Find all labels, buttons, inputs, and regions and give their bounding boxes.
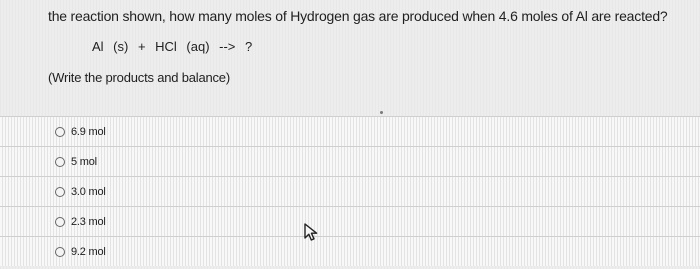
answer-option-label: 5 mol xyxy=(71,155,97,168)
speck-mark xyxy=(380,111,383,114)
answer-option-1[interactable] xyxy=(0,116,700,146)
radio-button-icon[interactable] xyxy=(55,127,65,137)
answer-option-label: 2.3 mol xyxy=(71,215,106,228)
answer-option-3[interactable] xyxy=(0,176,700,206)
question-text: the reaction shown, how many moles of Hydrogen gas are produced when 4.6 moles of Al are reacted? xyxy=(48,8,668,24)
answer-option-label: 3.0 mol xyxy=(71,185,106,198)
question-instruction: (Write the products and balance) xyxy=(48,70,230,85)
radio-button-icon[interactable] xyxy=(55,217,65,227)
answer-option-label: 6.9 mol xyxy=(71,125,106,138)
answer-option-label: 9.2 mol xyxy=(71,245,106,258)
answer-option-2[interactable] xyxy=(0,146,700,176)
answer-option-5[interactable] xyxy=(0,236,700,266)
answer-options xyxy=(0,116,700,269)
mouse-pointer-icon xyxy=(304,223,318,241)
radio-button-icon[interactable] xyxy=(55,247,65,257)
radio-button-icon[interactable] xyxy=(55,157,65,167)
chemical-equation: Al (s) + HCl (aq) --> ? xyxy=(92,39,253,54)
radio-button-icon[interactable] xyxy=(55,187,65,197)
answer-option-4[interactable] xyxy=(0,206,700,236)
